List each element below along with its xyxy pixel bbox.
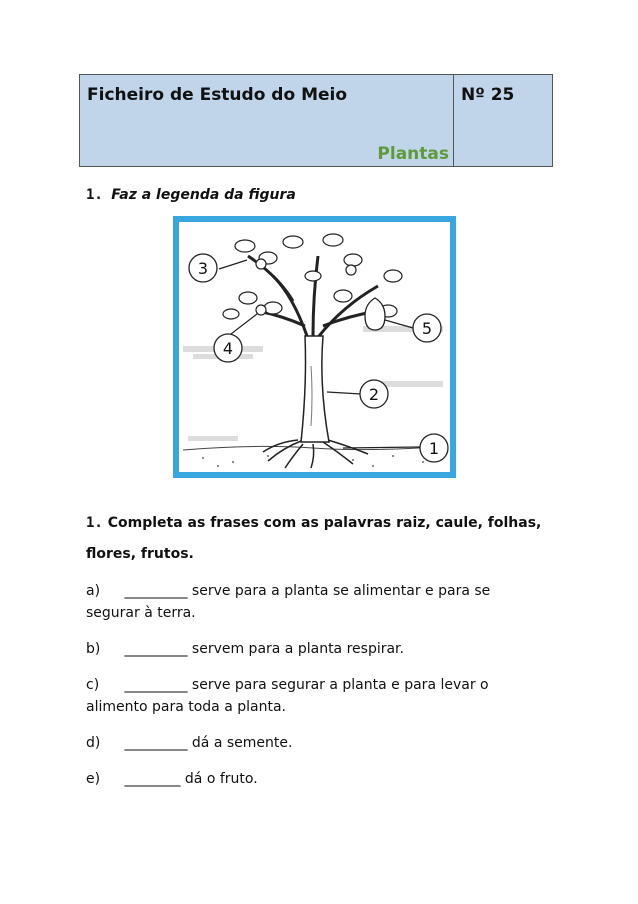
item-label: b) — [86, 641, 101, 657]
figure-label: 1 — [428, 439, 440, 458]
answer-blank[interactable]: ________ — [124, 771, 181, 787]
header-number-cell — [454, 75, 552, 166]
question-1-number: 1. — [86, 187, 103, 203]
figure-label: 5 — [421, 319, 433, 338]
item-text: serve para a planta se alimentar e para se segurar à terra. — [86, 583, 491, 621]
question-2 — [86, 508, 556, 570]
figure-label: 4 — [222, 339, 234, 358]
fill-in-list — [86, 580, 546, 804]
tree-illustration — [173, 216, 456, 478]
question-2-number: 1. — [86, 515, 103, 531]
question-1 — [86, 187, 296, 203]
item-label: e) — [86, 771, 101, 787]
answer-blank[interactable]: _________ — [124, 583, 188, 599]
worksheet-subject: Plantas — [377, 144, 449, 164]
item-text: serve para segurar a planta e para levar o alimento para toda a planta. — [86, 677, 489, 715]
answer-blank[interactable]: _________ — [124, 735, 188, 751]
item-text: servem para a planta respirar. — [191, 641, 404, 657]
list-item — [86, 638, 546, 660]
question-2-text: Completa as frases com as palavras raiz, caule, folhas, flores, frutos. — [86, 515, 542, 562]
list-item — [86, 674, 546, 718]
list-item — [86, 768, 546, 790]
figure-label: 3 — [197, 259, 209, 278]
item-label: c) — [86, 677, 100, 693]
answer-blank[interactable]: _________ — [124, 641, 188, 657]
list-item — [86, 732, 546, 754]
worksheet-title: Ficheiro de Estudo do Meio — [87, 85, 348, 105]
figure-label: 2 — [368, 385, 380, 404]
item-text: dá a semente. — [191, 735, 293, 751]
tree-figure — [173, 216, 456, 478]
list-item — [86, 580, 546, 624]
item-label: a) — [86, 583, 101, 599]
worksheet-header — [79, 74, 553, 167]
worksheet-number: Nº 25 — [461, 85, 515, 105]
item-label: d) — [86, 735, 101, 751]
answer-blank[interactable]: _________ — [124, 677, 188, 693]
header-title-cell — [80, 75, 454, 166]
question-1-text: Faz a legenda da figura — [111, 187, 296, 203]
item-text: dá o fruto. — [184, 771, 258, 787]
